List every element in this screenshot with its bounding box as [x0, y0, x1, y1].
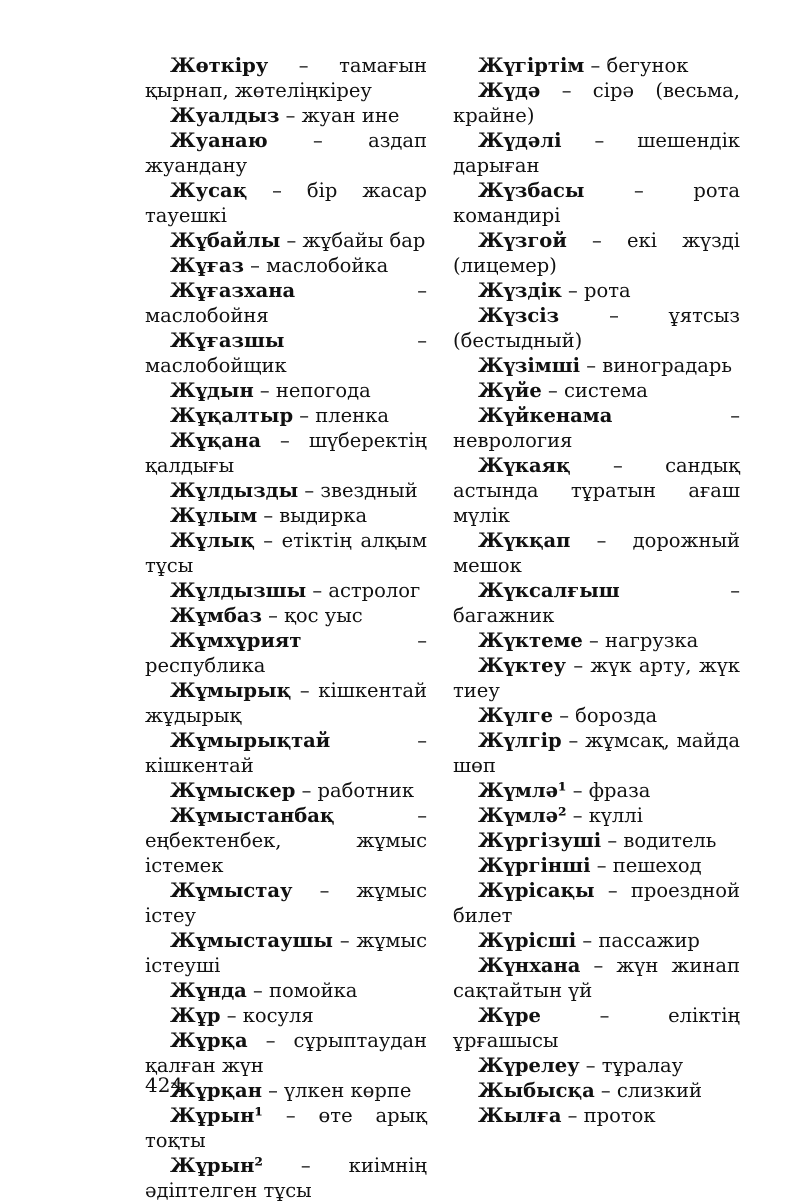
entry-headword: Жүзсіз [478, 304, 560, 327]
entry-definition: – сірә (весьма, крайне) [453, 79, 740, 127]
dictionary-entry [145, 978, 427, 1003]
dictionary-entry [453, 803, 740, 828]
dictionary-entry [453, 1053, 740, 1078]
entry-headword: Жүлге [478, 704, 554, 727]
entry-headword: Жуалдыз [170, 104, 280, 127]
entry-headword: Жұмыстанбақ [170, 804, 335, 827]
entry-definition: – маслобойня [145, 279, 427, 327]
dictionary-entry [145, 503, 427, 528]
entry-headword: Жұдын [170, 379, 254, 402]
entry-headword: Жұғаз [170, 254, 244, 277]
entry-headword: Жұғазхана [170, 279, 296, 302]
entry-headword: Жүрісақы [478, 879, 595, 902]
dictionary-entry [145, 778, 427, 803]
entry-definition: – рота командирі [453, 179, 740, 227]
dictionary-entry [145, 428, 427, 478]
dictionary-entry [145, 253, 427, 278]
entry-headword: Жұмбаз [170, 604, 262, 627]
dictionary-entry [453, 878, 740, 928]
dictionary-entry [145, 628, 427, 678]
dictionary-entry [453, 178, 740, 228]
entry-headword: Жүдәлі [478, 129, 562, 152]
entry-headword: Жүрісші [478, 929, 577, 952]
dictionary-entry [145, 1103, 427, 1153]
entry-headword: Жұбайлы [170, 229, 281, 252]
entry-headword: Жүмлә¹ [478, 779, 567, 802]
entry-headword: Жүргінші [478, 854, 591, 877]
dictionary-entry [145, 1028, 427, 1078]
entry-definition: – бегунок [584, 54, 689, 77]
dictionary-entry [453, 278, 740, 303]
dictionary-entry [453, 928, 740, 953]
entry-definition: – выдирка [257, 504, 368, 527]
entry-definition: – аздап жуандану [145, 129, 427, 177]
dictionary-entry [145, 528, 427, 578]
entry-headword: Жүгіртім [478, 54, 585, 77]
left-column [145, 53, 427, 1203]
dictionary-entry [145, 1003, 427, 1028]
dictionary-entry [453, 653, 740, 703]
entry-definition: – киімнің әдіптелген тұсы [145, 1154, 427, 1202]
entry-definition: – күллі [566, 804, 643, 827]
entry-headword: Жүзімші [478, 354, 581, 377]
entry-definition: – жуан ине [279, 104, 400, 127]
entry-definition: – қос уыс [261, 604, 363, 627]
entry-headword: Жүйкенама [478, 404, 613, 427]
entry-definition: – маслобойщик [145, 329, 427, 377]
entry-definition: – неврология [453, 404, 740, 452]
entry-definition: – звездный [298, 479, 418, 502]
entry-headword: Жуанаю [170, 129, 268, 152]
entry-definition: – рота [561, 279, 631, 302]
entry-headword: Жүздік [478, 279, 562, 302]
entry-headword: Жұғазшы [170, 329, 285, 352]
dictionary-entry [453, 303, 740, 353]
entry-definition: – жұмсақ, майда шөп [453, 729, 740, 777]
entry-headword: Жүдә [478, 79, 541, 102]
entry-headword: Жүктеу [478, 654, 566, 677]
dictionary-entry [145, 328, 427, 378]
entry-definition: – республика [145, 629, 427, 677]
dictionary-entry [145, 878, 427, 928]
dictionary-entry [453, 453, 740, 528]
entry-definition: – дорожный мешок [453, 529, 740, 577]
dictionary-entry [145, 228, 427, 253]
entry-headword: Жұмырықтай [170, 729, 331, 752]
entry-definition: – проездной билет [453, 879, 740, 927]
entry-headword: Жұмхұрият [170, 629, 302, 652]
entry-definition: – пешеход [590, 854, 702, 877]
entry-definition: – виноградарь [580, 354, 732, 377]
dictionary-entry [145, 578, 427, 603]
entry-headword: Жұрын² [170, 1154, 263, 1177]
right-column [453, 53, 740, 1128]
dictionary-entry [453, 128, 740, 178]
entry-headword: Жүксалғыш [478, 579, 620, 602]
entry-definition: – фраза [566, 779, 651, 802]
entry-definition: – еңбектенбек, жұмыс істемек [145, 804, 427, 877]
entry-headword: Жұр [170, 1004, 221, 1027]
dictionary-entry [145, 378, 427, 403]
dictionary-entry [145, 728, 427, 778]
entry-definition: – кішкентай [145, 729, 427, 777]
entry-definition: – водитель [601, 829, 717, 852]
dictionary-entry [453, 1003, 740, 1053]
entry-headword: Жұмырық [170, 679, 292, 702]
dictionary-entry [145, 678, 427, 728]
dictionary-entry [453, 953, 740, 1003]
dictionary-entry [145, 128, 427, 178]
entry-headword: Жұмыскер [170, 779, 296, 802]
dictionary-entry [145, 103, 427, 128]
dictionary-entry [145, 1078, 427, 1103]
entry-headword: Жұрқан [170, 1079, 262, 1102]
dictionary-entry [453, 353, 740, 378]
entry-definition: – нагрузка [582, 629, 699, 652]
entry-definition: – слизкий [594, 1079, 702, 1102]
dictionary-entry [453, 628, 740, 653]
dictionary-entry [453, 778, 740, 803]
dictionary-entry [453, 578, 740, 628]
entry-definition: – еліктің ұрғашысы [453, 1004, 740, 1052]
page-number: 424 [145, 1073, 184, 1097]
entry-headword: Жөткіру [170, 54, 269, 77]
dictionary-entry [145, 278, 427, 328]
entry-headword: Жұлдызды [170, 479, 299, 502]
entry-definition: – тамағын қырнап, жөтеліңкіреу [145, 54, 427, 102]
entry-definition: – багажник [453, 579, 740, 627]
dictionary-entry [453, 228, 740, 278]
entry-definition: – етіктің алқым тұсы [145, 529, 427, 577]
dictionary-entry [453, 728, 740, 778]
dictionary-entry [453, 53, 740, 78]
dictionary-entry [453, 78, 740, 128]
dictionary-entry [145, 478, 427, 503]
entry-definition: – работник [295, 779, 415, 802]
entry-definition: – өте арық тоқты [145, 1104, 427, 1152]
entry-definition: – ұятсыз (бестыдный) [453, 304, 740, 352]
entry-definition: – помойка [246, 979, 358, 1002]
dictionary-entry [453, 853, 740, 878]
entry-definition: – непогода [253, 379, 371, 402]
entry-headword: Жүзбасы [478, 179, 585, 202]
entry-headword: Жұлық [170, 529, 255, 552]
entry-definition: – астролог [306, 579, 421, 602]
dictionary-entry [145, 53, 427, 103]
entry-headword: Жұмыстау [170, 879, 293, 902]
entry-definition: – шүберектің қалдығы [145, 429, 427, 477]
entry-definition: – жұмыс істеу [145, 879, 427, 927]
entry-definition: – екі жүзді (лицемер) [453, 229, 740, 277]
dictionary-entry [145, 403, 427, 428]
dictionary-entry [145, 928, 427, 978]
entry-headword: Жұнда [170, 979, 247, 1002]
entry-definition: – проток [561, 1104, 656, 1127]
entry-definition: – шешендік дарыған [453, 129, 740, 177]
dictionary-entry [145, 178, 427, 228]
entry-definition: – жұбайы бар [280, 229, 426, 252]
entry-definition: – пассажир [576, 929, 700, 952]
entry-headword: Жылға [478, 1104, 562, 1127]
entry-definition: – бір жасар тауешкі [145, 179, 427, 227]
dictionary-entry [145, 603, 427, 628]
dictionary-entry [453, 703, 740, 728]
entry-definition: – үлкен көрпе [261, 1079, 412, 1102]
dictionary-entry [453, 1103, 740, 1128]
entry-headword: Жұмыстаушы [170, 929, 333, 952]
entry-headword: Жұрқа [170, 1029, 248, 1052]
entry-headword: Жүкаяқ [478, 454, 571, 477]
dictionary-entry [453, 403, 740, 453]
entry-definition: – косуля [220, 1004, 314, 1027]
entry-definition: – маслобойка [243, 254, 389, 277]
entry-headword: Жүрелеу [478, 1054, 580, 1077]
entry-headword: Жұлым [170, 504, 258, 527]
dictionary-entry [453, 828, 740, 853]
entry-headword: Жүйе [478, 379, 542, 402]
dictionary-entry [453, 378, 740, 403]
dictionary-entry [453, 1078, 740, 1103]
entry-headword: Жүктеме [478, 629, 583, 652]
entry-headword: Жусақ [170, 179, 248, 202]
entry-headword: Жүлгір [478, 729, 562, 752]
dictionary-entry [453, 528, 740, 578]
dictionary-entry [145, 803, 427, 878]
entry-definition: – система [541, 379, 648, 402]
entry-headword: Жұлдызшы [170, 579, 307, 602]
entry-headword: Жүре [478, 1004, 541, 1027]
entry-definition: – жүн жинап сақтайтын үй [453, 954, 740, 1002]
dictionary-entry [145, 1153, 427, 1203]
entry-headword: Жүргізуші [478, 829, 602, 852]
entry-definition: – борозда [553, 704, 658, 727]
entry-headword: Жұқана [170, 429, 261, 452]
entry-definition: – пленка [293, 404, 389, 427]
entry-headword: Жүзгой [478, 229, 567, 252]
entry-headword: Жүнхана [478, 954, 581, 977]
entry-definition: – жұмыс істеуші [145, 929, 427, 977]
entry-headword: Жұқалтыр [170, 404, 294, 427]
entry-definition: – сұрыптаудан қалған жүн [145, 1029, 427, 1077]
entry-headword: Жүкқап [478, 529, 571, 552]
entry-definition: – тұралау [579, 1054, 684, 1077]
entry-definition: – кішкентай жұдырық [145, 679, 427, 727]
entry-definition: – сандық астында тұратын ағаш мүлік [453, 454, 740, 527]
entry-headword: Жұрын¹ [170, 1104, 263, 1127]
entry-headword: Жыбысқа [478, 1079, 595, 1102]
entry-headword: Жүмлә² [478, 804, 567, 827]
entry-definition: – жүк арту, жүк тиеу [453, 654, 740, 702]
